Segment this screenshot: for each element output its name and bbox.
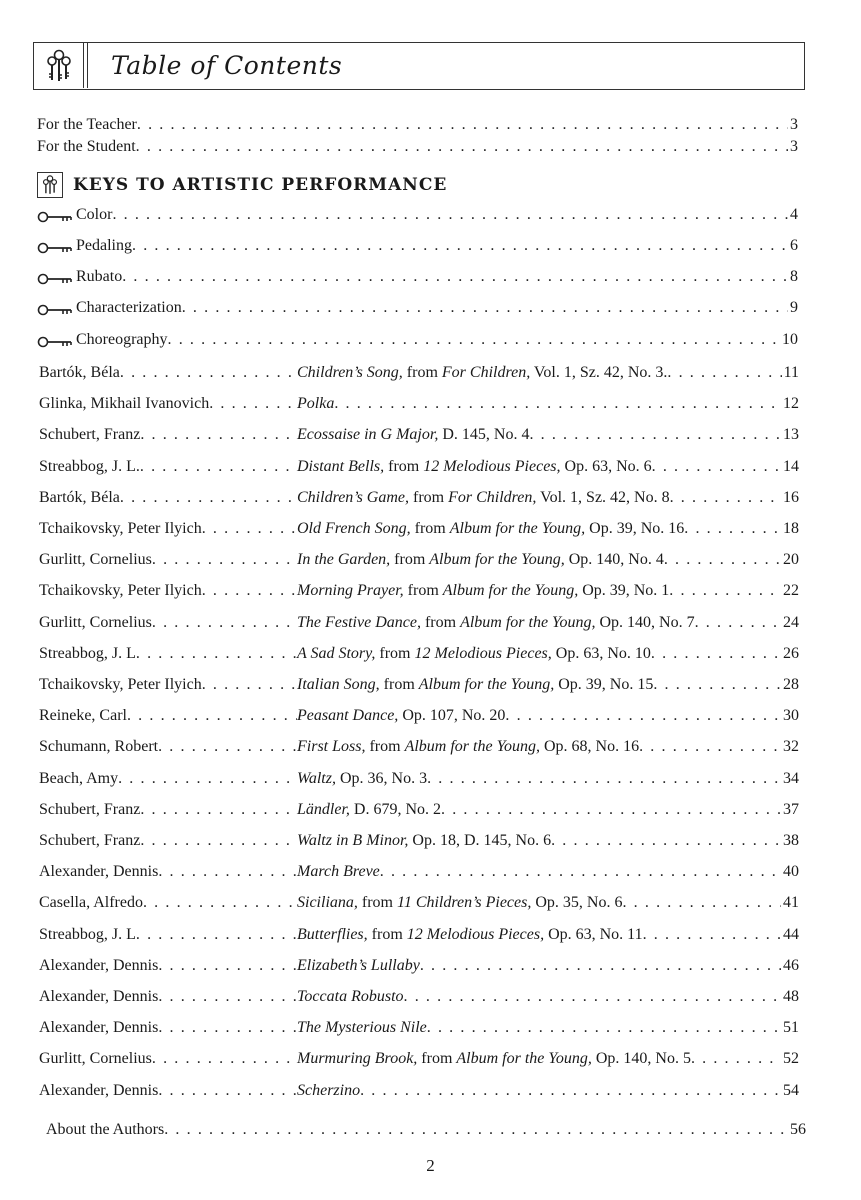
entry-page: 26 (783, 645, 799, 662)
composer-dot-leader (127, 707, 297, 725)
page-number: 2 (426, 1156, 435, 1175)
entry-page: 6 (790, 237, 798, 254)
composer-dot-leader (118, 770, 297, 788)
composer-name: Streabbog, J. L (39, 926, 136, 943)
toc-entry-about-the-authors[interactable] (46, 1121, 806, 1143)
dot-leader (136, 138, 788, 156)
piece-title: March Breve (297, 863, 380, 880)
entry-page: 18 (783, 520, 799, 537)
entry-page: 40 (783, 863, 799, 880)
piece-title: Scherzino (297, 1082, 361, 1099)
composer-name: Bartók, Béla (39, 364, 120, 381)
composer-name: Streabbog, J. L. (39, 458, 140, 475)
piece-title: Old French Song, (297, 520, 411, 537)
toc-header (33, 42, 805, 90)
composer-name: Schumann, Robert (39, 738, 159, 755)
piece-details: Op. 107, No. 20 (398, 707, 506, 724)
piece-details: Op. 140, No. 7 (595, 614, 695, 631)
piece-from: from (409, 489, 449, 506)
piece-collection: For Children, (441, 364, 531, 381)
composer-name: Beach, Amy (39, 770, 119, 787)
toc-entry-piece[interactable] (39, 832, 799, 854)
piece-title: In the Garden, (297, 551, 391, 568)
piece-details: Op. 35, No. 6 (531, 894, 623, 911)
piece-title: Italian Song, (297, 676, 380, 693)
entry-page: 16 (783, 489, 799, 506)
dot-leader (360, 1082, 781, 1100)
toc-entry-piece[interactable] (39, 770, 799, 792)
piece-details: Op. 63, No. 11 (544, 926, 643, 943)
key-icon (37, 210, 73, 224)
composer-dot-leader (202, 582, 297, 600)
piece-title: Ecossaise in G Major, (297, 426, 439, 443)
composer-dot-leader (136, 645, 297, 663)
entry-page: 3 (790, 138, 798, 155)
entry-label: About the Authors (46, 1121, 165, 1138)
entry-label: Pedaling (76, 237, 132, 254)
composer-name: Reineke, Carl (39, 707, 127, 724)
composer-dot-leader (136, 926, 297, 944)
entry-page: 48 (783, 988, 799, 1005)
entry-page: 11 (783, 364, 799, 381)
piece-title: Polka (297, 395, 335, 412)
dot-leader (427, 770, 781, 788)
entry-page: 14 (783, 458, 799, 475)
piece-details: Op. 140, No. 5 (591, 1050, 691, 1067)
dot-leader (652, 458, 781, 476)
toc-entry-for-the-student[interactable] (37, 138, 798, 160)
key-icon (37, 303, 73, 317)
composer-name: Schubert, Franz (39, 426, 141, 443)
composer-name: Tchaikovsky, Peter Ilyich (39, 520, 202, 537)
piece-title: Children’s Game, (297, 489, 409, 506)
composer-dot-leader (120, 364, 297, 382)
entry-label: For the Teacher (37, 116, 137, 133)
entry-page: 9 (790, 299, 798, 316)
composer-name: Bartók, Béla (39, 489, 120, 506)
dot-leader (551, 832, 781, 850)
entry-page: 10 (782, 331, 798, 348)
key-icon (37, 272, 73, 286)
entry-page: 12 (783, 395, 799, 412)
piece-collection: 12 Melodious Pieces, (423, 458, 561, 475)
composer-dot-leader (202, 676, 297, 694)
dot-leader (643, 926, 781, 944)
piece-collection: For Children, (448, 489, 537, 506)
composer-name: Gurlitt, Cornelius (39, 614, 152, 631)
keys-emblem-icon (37, 172, 63, 198)
dot-leader (137, 116, 788, 134)
entry-page: 46 (783, 957, 799, 974)
composer-name: Alexander, Dennis (39, 863, 159, 880)
dot-leader (404, 988, 781, 1006)
composer-dot-leader (158, 1019, 297, 1037)
toc-entry-piece[interactable] (39, 551, 799, 573)
piece-title: A Sad Story, (297, 645, 376, 662)
toc-entry-piece[interactable] (39, 926, 799, 948)
header-divider (87, 43, 88, 88)
piece-title: Peasant Dance, (297, 707, 399, 724)
toc-entry-piece[interactable] (39, 520, 799, 542)
header-icon-cell (34, 43, 84, 88)
toc-entry-piece[interactable] (39, 1050, 799, 1072)
piece-from: from (417, 1050, 457, 1067)
entry-page: 44 (783, 926, 799, 943)
composer-dot-leader (120, 489, 297, 507)
entry-page: 38 (783, 832, 799, 849)
key-icon (37, 335, 73, 349)
composer-name: Gurlitt, Cornelius (39, 551, 152, 568)
piece-from: from (379, 676, 419, 693)
toc-entry-key[interactable] (37, 268, 798, 290)
piece-title: Elizabeth’s Lullaby (297, 957, 420, 974)
piece-collection: Album for the Young, (460, 614, 596, 631)
piece-title: First Loss, (297, 738, 366, 755)
composer-dot-leader (209, 395, 297, 413)
composer-dot-leader (158, 957, 297, 975)
piece-from: from (403, 582, 443, 599)
composer-dot-leader (158, 988, 297, 1006)
composer-dot-leader (202, 520, 297, 538)
dot-leader (529, 426, 781, 444)
piece-collection: Album for the Young, (418, 676, 555, 693)
keys-emblem-icon (44, 49, 74, 83)
composer-name: Alexander, Dennis (39, 1082, 159, 1099)
page-title: Table of Contents (111, 51, 343, 80)
entry-page: 54 (783, 1082, 799, 1099)
toc-entry-piece[interactable] (39, 426, 799, 448)
piece-title: Distant Bells, (297, 458, 385, 475)
entry-page: 32 (783, 738, 799, 755)
piece-title: Siciliana, (297, 894, 358, 911)
entry-label: Rubato (76, 268, 123, 285)
entry-page: 4 (790, 206, 798, 223)
dot-leader (670, 489, 781, 507)
piece-collection: 11 Children’s Pieces, (397, 894, 532, 911)
entry-page: 8 (790, 268, 798, 285)
toc-entry-piece[interactable] (39, 707, 799, 729)
composer-dot-leader (152, 614, 297, 632)
composer-dot-leader (140, 458, 297, 476)
dot-leader (622, 894, 781, 912)
piece-collection: Album for the Young, (404, 738, 540, 755)
composer-dot-leader (140, 801, 297, 819)
piece-title: Butterflies, (297, 926, 368, 943)
dot-leader (691, 1050, 781, 1068)
toc-entry-piece[interactable] (39, 738, 799, 760)
toc-entry-piece[interactable] (39, 645, 799, 667)
toc-entry-piece[interactable] (39, 676, 799, 698)
piece-details: Vol. 1, Sz. 42, No. 8 (536, 489, 670, 506)
piece-details: Op. 39, No. 15 (554, 676, 654, 693)
entry-page: 3 (790, 116, 798, 133)
composer-name: Tchaikovsky, Peter Ilyich (39, 676, 202, 693)
toc-entry-key[interactable] (37, 299, 798, 321)
dot-leader (112, 206, 788, 224)
piece-details: Op. 18, D. 145, No. 6 (408, 832, 552, 849)
toc-entry-key[interactable] (37, 237, 798, 259)
piece-title: Toccata Robusto (297, 988, 404, 1005)
piece-from: from (365, 738, 405, 755)
entry-page: 22 (783, 582, 799, 599)
dot-leader (427, 1019, 781, 1037)
piece-details: D. 145, No. 4 (438, 426, 530, 443)
toc-entry-piece[interactable] (39, 395, 799, 417)
dot-leader (684, 520, 781, 538)
entry-label: For the Student (37, 138, 136, 155)
toc-entry-piece[interactable] (39, 458, 799, 480)
toc-entry-key[interactable] (37, 206, 798, 228)
piece-title: The Mysterious Nile (297, 1019, 427, 1036)
piece-from: from (420, 614, 461, 631)
entry-page: 37 (783, 801, 799, 818)
piece-title: Children’s Song, (297, 364, 403, 381)
dot-leader (667, 364, 781, 382)
entry-page: 30 (783, 707, 799, 724)
piece-collection: Album for the Young, (429, 551, 565, 568)
piece-details: Op. 68, No. 16 (540, 738, 640, 755)
toc-entry-piece[interactable] (39, 1019, 799, 1041)
toc-entry-piece[interactable] (39, 988, 799, 1010)
piece-title: The Festive Dance, (297, 614, 421, 631)
dot-leader (380, 863, 781, 881)
dot-leader (695, 614, 781, 632)
dot-leader (132, 237, 788, 255)
dot-leader (664, 551, 781, 569)
composer-dot-leader (143, 894, 297, 912)
composer-dot-leader (140, 426, 297, 444)
piece-title: Waltz in B Minor, (297, 832, 409, 849)
piece-details: Op. 63, No. 6 (560, 458, 652, 475)
toc-entry-for-the-teacher[interactable] (37, 116, 798, 138)
piece-title: Morning Prayer, (297, 582, 404, 599)
toc-entry-piece[interactable] (39, 614, 799, 636)
dot-leader (334, 395, 781, 413)
composer-name: Schubert, Franz (39, 832, 141, 849)
toc-entry-key[interactable] (37, 331, 798, 353)
toc-entry-piece[interactable] (39, 364, 799, 386)
toc-entry-piece[interactable] (39, 957, 799, 979)
piece-details: Op. 36, No. 3 (335, 770, 428, 787)
toc-entry-piece[interactable] (39, 489, 799, 511)
composer-name: Gurlitt, Cornelius (39, 1050, 152, 1067)
piece-details: Op. 39, No. 1 (578, 582, 670, 599)
dot-leader (669, 582, 781, 600)
entry-page: 56 (790, 1121, 806, 1138)
piece-title: Murmuring Brook, (297, 1050, 418, 1067)
piece-collection: Album for the Young, (442, 582, 579, 599)
dot-leader (122, 268, 788, 286)
section-title: KEYS TO ARTISTIC PERFORMANCE (73, 175, 448, 195)
piece-details: Vol. 1, Sz. 42, No. 3. (530, 364, 668, 381)
toc-entry-piece[interactable] (39, 1082, 799, 1104)
piece-collection: 12 Melodious Pieces, (414, 645, 552, 662)
dot-leader (182, 299, 788, 317)
composer-dot-leader (158, 1082, 297, 1100)
toc-entry-piece[interactable] (39, 801, 799, 823)
composer-name: Glinka, Mikhail Ivanovich (39, 395, 210, 412)
dot-leader (651, 645, 781, 663)
entry-page: 34 (783, 770, 799, 787)
composer-dot-leader (152, 1050, 297, 1068)
composer-name: Alexander, Dennis (39, 1019, 159, 1036)
composer-name: Streabbog, J. L (39, 645, 136, 662)
entry-page: 24 (783, 614, 799, 631)
piece-from: from (357, 894, 397, 911)
dot-leader (505, 707, 781, 725)
entry-page: 41 (783, 894, 799, 911)
piece-details: Op. 39, No. 16 (585, 520, 685, 537)
toc-entry-piece[interactable] (39, 894, 799, 916)
composer-dot-leader (158, 738, 297, 756)
piece-collection: Album for the Young, (456, 1050, 592, 1067)
toc-entry-piece[interactable] (39, 582, 799, 604)
piece-details: Op. 140, No. 4 (564, 551, 664, 568)
section-heading (37, 170, 447, 200)
composer-dot-leader (140, 832, 297, 850)
toc-entry-piece[interactable] (39, 863, 799, 885)
piece-details: Op. 63, No. 10 (551, 645, 651, 662)
piece-from: from (390, 551, 430, 568)
composer-name: Alexander, Dennis (39, 957, 159, 974)
piece-from: from (410, 520, 450, 537)
entry-page: 20 (783, 551, 799, 568)
composer-name: Alexander, Dennis (39, 988, 159, 1005)
piece-from: from (375, 645, 415, 662)
composer-name: Tchaikovsky, Peter Ilyich (39, 582, 202, 599)
entry-label: Characterization (76, 299, 182, 316)
dot-leader (168, 331, 780, 349)
piece-collection: 12 Melodious Pieces, (406, 926, 545, 943)
entry-page: 52 (783, 1050, 799, 1067)
piece-from: from (367, 926, 407, 943)
entry-page: 13 (783, 426, 799, 443)
entry-page: 28 (783, 676, 799, 693)
entry-label: Color (76, 206, 113, 223)
composer-name: Schubert, Franz (39, 801, 141, 818)
composer-dot-leader (152, 551, 297, 569)
dot-leader (653, 676, 781, 694)
composer-name: Casella, Alfredo (39, 894, 143, 911)
dot-leader (639, 738, 781, 756)
dot-leader (164, 1121, 788, 1139)
dot-leader (441, 801, 781, 819)
entry-label: Choreography (76, 331, 168, 348)
entry-page: 51 (783, 1019, 799, 1036)
key-icon (37, 241, 73, 255)
piece-details: D. 679, No. 2 (349, 801, 442, 818)
dot-leader (420, 957, 781, 975)
piece-collection: Album for the Young, (449, 520, 586, 537)
composer-dot-leader (158, 863, 297, 881)
piece-from: from (402, 364, 442, 381)
piece-title: Waltz, (297, 770, 336, 787)
piece-title: Ländler, (297, 801, 350, 818)
piece-from: from (384, 458, 424, 475)
